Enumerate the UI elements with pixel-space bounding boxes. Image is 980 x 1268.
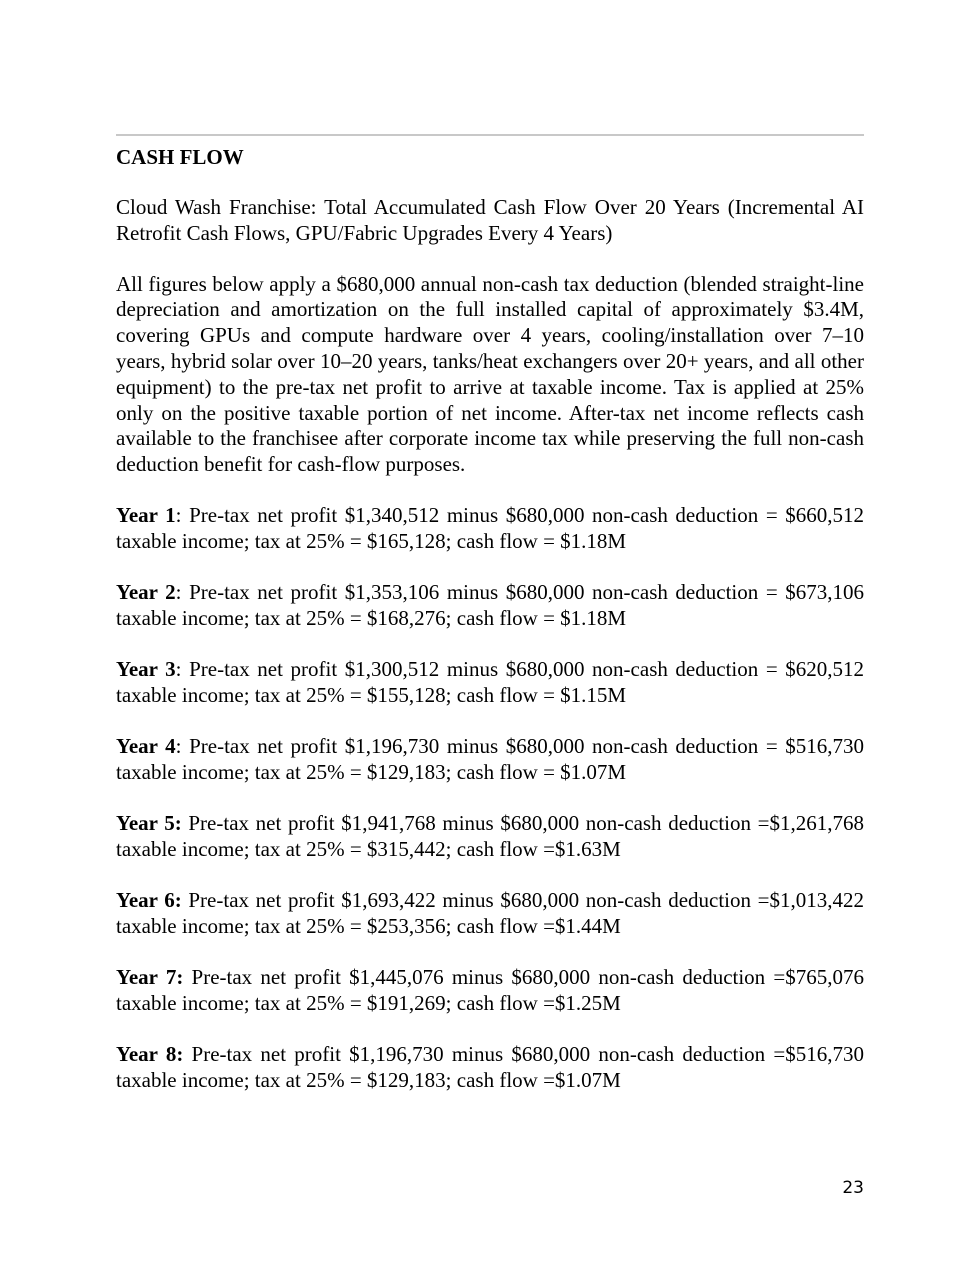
year-text: Pre-tax net profit $1,196,730 minus $680,000 non-cash deduction =$516,730 taxable income; tax at 25% = $129,183; cash flow =$1.07M: [116, 1041, 864, 1092]
year-entry: [116, 503, 864, 555]
year-label: Year 1: [116, 502, 176, 527]
year-label: Year 8:: [116, 1041, 184, 1066]
year-text: Pre-tax net profit $1,445,076 minus $680,000 non-cash deduction =$765,076 taxable income; tax at 25% = $191,269; cash flow =$1.25M: [116, 964, 864, 1015]
year-entry: [116, 811, 864, 863]
year-text: Pre-tax net profit $1,196,730 minus $680,000 non-cash deduction = $516,730 taxable income; tax at 25% = $129,183; cash flow = $1.07M: [116, 733, 864, 784]
page-number: 23: [842, 1178, 864, 1198]
year-label: Year 7:: [116, 964, 184, 989]
year-label: Year 6:: [116, 887, 182, 912]
year-entry: [116, 734, 864, 786]
year-entry: [116, 965, 864, 1017]
year-text: Pre-tax net profit $1,693,422 minus $680,000 non-cash deduction =$1,013,422 taxable income; tax at 25% = $253,356; cash flow =$1.44M: [116, 887, 864, 938]
intro-paragraph: All figures below apply a $680,000 annual non-cash tax deduction (blended straight-line depreciation and amortization on the full installed capital of approximately $3.4M, covering GPUs and compute hardware over 4 years, cooling/installation over 7–10 years, hybrid solar over 10–20 years, tanks/heat exchangers over 20+ years, and all other equipment) to the pre-tax net profit to arrive at taxable income. Tax is applied at 25% only on the positive taxable portion of net income. After-tax net income reflects cash available to the franchisee after corporate income tax while preserving the full non-cash deduction benefit for cash-flow purposes.: [116, 271, 864, 477]
year-separator: :: [175, 502, 182, 527]
year-separator: :: [175, 656, 182, 681]
year-entry: [116, 1042, 864, 1094]
year-list: [116, 503, 864, 1093]
year-label: Year 4: [116, 733, 176, 758]
year-label: Year 5:: [116, 810, 182, 835]
year-entry: [116, 657, 864, 709]
year-separator: :: [175, 733, 182, 758]
section-heading: CASH FLOW: [116, 145, 244, 169]
year-text: Pre-tax net profit $1,340,512 minus $680,000 non-cash deduction = $660,512 taxable income; tax at 25% = $165,128; cash flow = $1.18M: [116, 502, 864, 553]
year-text: Pre-tax net profit $1,300,512 minus $680,000 non-cash deduction = $620,512 taxable income; tax at 25% = $155,128; cash flow = $1.15M: [116, 656, 864, 707]
year-label: Year 2: [116, 579, 176, 604]
year-text: Pre-tax net profit $1,941,768 minus $680,000 non-cash deduction =$1,261,768 taxable income; tax at 25% = $315,442; cash flow =$1.63M: [116, 810, 864, 861]
document-page: [116, 134, 864, 1119]
section-divider: [116, 134, 864, 136]
year-separator: :: [175, 579, 182, 604]
section-subtitle: Cloud Wash Franchise: Total Accumulated Cash Flow Over 20 Years (Incremental AI Retrofit Cash Flows, GPU/Fabric Upgrades Every 4 Years): [116, 195, 864, 245]
year-entry: [116, 888, 864, 940]
year-text: Pre-tax net profit $1,353,106 minus $680,000 non-cash deduction = $673,106 taxable income; tax at 25% = $168,276; cash flow = $1.18M: [116, 579, 864, 630]
year-label: Year 3: [116, 656, 176, 681]
year-entry: [116, 580, 864, 632]
